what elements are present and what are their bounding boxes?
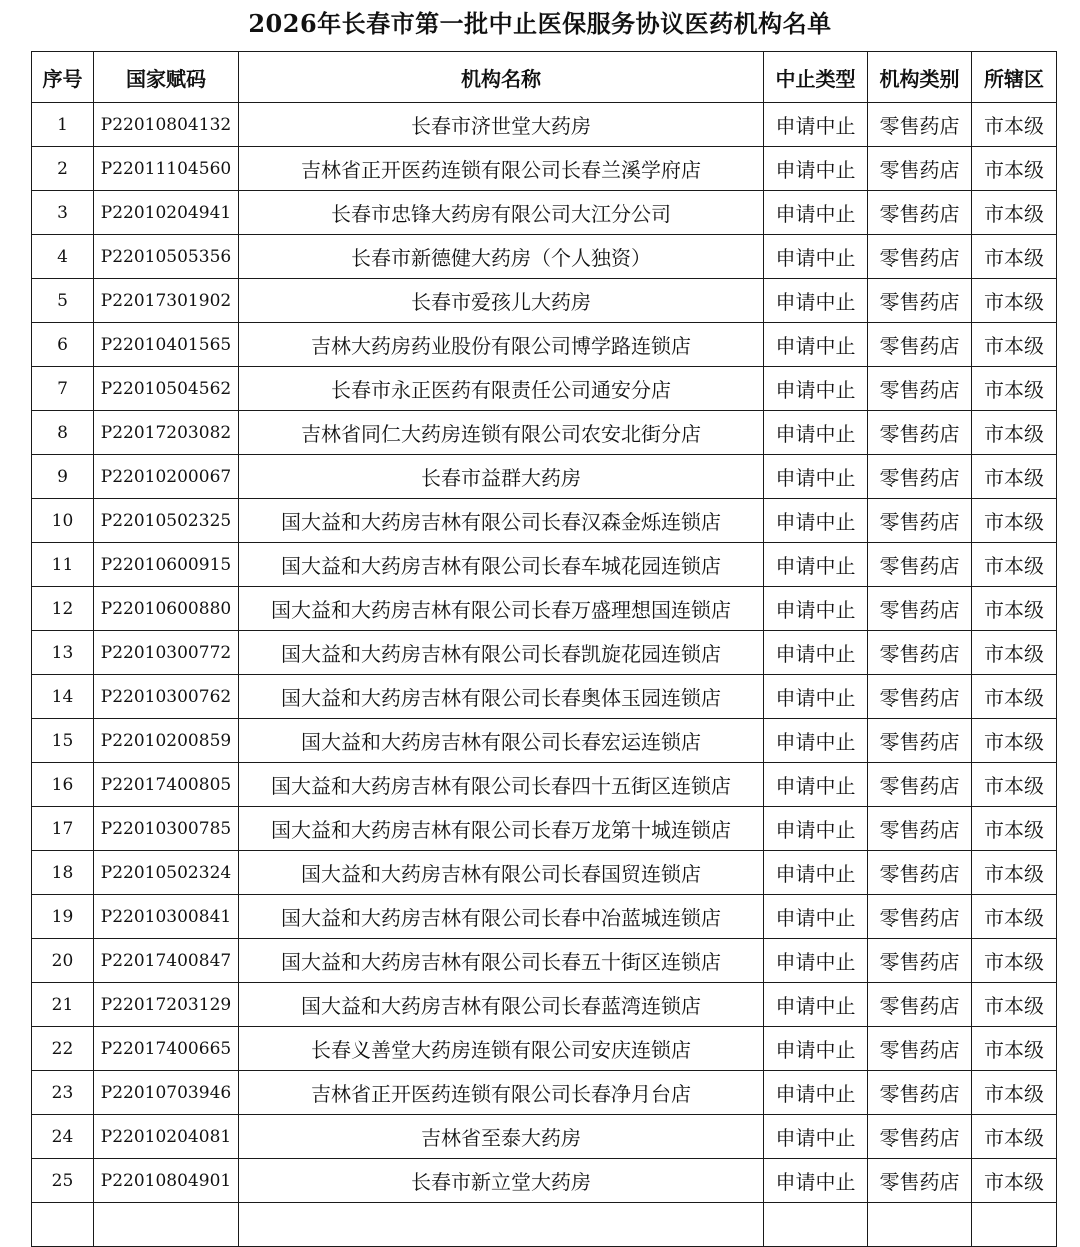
cell-institution-name: 长春市新立堂大药房	[239, 1159, 764, 1203]
cell-district: 市本级	[972, 235, 1057, 279]
cell-institution-category: 零售药店	[868, 719, 972, 763]
table-body	[32, 103, 1057, 1247]
table-row	[32, 1159, 1057, 1203]
cell-index: 1	[32, 103, 94, 147]
cell-index: 4	[32, 235, 94, 279]
cell-institution-name: 长春义善堂大药房连锁有限公司安庆连锁店	[239, 1027, 764, 1071]
table-header-row	[32, 52, 1057, 103]
table-row	[32, 455, 1057, 499]
cell-suspension-type: 申请中止	[764, 851, 868, 895]
cell-national-code: P22010204081	[94, 1115, 239, 1159]
cell-institution-category: 零售药店	[868, 1027, 972, 1071]
cell-institution-name: 国大益和大药房吉林有限公司长春奥体玉园连锁店	[239, 675, 764, 719]
cell-national-code: P22010502324	[94, 851, 239, 895]
table-row	[32, 939, 1057, 983]
cell-institution-category: 零售药店	[868, 323, 972, 367]
cell-index: 6	[32, 323, 94, 367]
cell-institution-name: 国大益和大药房吉林有限公司长春万盛理想国连锁店	[239, 587, 764, 631]
cell-national-code: P22010502325	[94, 499, 239, 543]
table-row	[32, 1071, 1057, 1115]
cell-index: 20	[32, 939, 94, 983]
cell-suspension-type: 申请中止	[764, 807, 868, 851]
cell-institution-category: 零售药店	[868, 631, 972, 675]
cell-institution-name: 国大益和大药房吉林有限公司长春汉森金烁连锁店	[239, 499, 764, 543]
table-row	[32, 675, 1057, 719]
cell-national-code: P22017400805	[94, 763, 239, 807]
cell-national-code: P22010804132	[94, 103, 239, 147]
cell-district: 市本级	[972, 103, 1057, 147]
cell-index: 10	[32, 499, 94, 543]
cell-suspension-type: 申请中止	[764, 587, 868, 631]
cell-national-code: P22010300841	[94, 895, 239, 939]
table-row	[32, 631, 1057, 675]
cell-institution-name: 吉林省同仁大药房连锁有限公司农安北街分店	[239, 411, 764, 455]
cell-suspension-type: 申请中止	[764, 499, 868, 543]
cell-suspension-type: 申请中止	[764, 411, 868, 455]
table-row	[32, 1027, 1057, 1071]
cell-national-code: P22010300785	[94, 807, 239, 851]
table-row	[32, 543, 1057, 587]
cell-index: 17	[32, 807, 94, 851]
cell-institution-name: 吉林省正开医药连锁有限公司长春兰溪学府店	[239, 147, 764, 191]
cell-suspension-type: 申请中止	[764, 1159, 868, 1203]
cell-institution-category: 零售药店	[868, 1115, 972, 1159]
cell-index: 19	[32, 895, 94, 939]
cell-institution-category: 零售药店	[868, 103, 972, 147]
cell-suspension-type: 申请中止	[764, 279, 868, 323]
cell-district: 市本级	[972, 323, 1057, 367]
cell-national-code: P22010200859	[94, 719, 239, 763]
table-row	[32, 367, 1057, 411]
cell-suspension-type: 申请中止	[764, 1027, 868, 1071]
cell-suspension-type: 申请中止	[764, 719, 868, 763]
table-row	[32, 191, 1057, 235]
cell-institution-category: 零售药店	[868, 895, 972, 939]
table-row	[32, 103, 1057, 147]
cell-suspension-type: 申请中止	[764, 455, 868, 499]
cell-institution-name: 国大益和大药房吉林有限公司长春中冶蓝城连锁店	[239, 895, 764, 939]
cell-institution-category: 零售药店	[868, 279, 972, 323]
cell-institution-category: 零售药店	[868, 543, 972, 587]
table-row	[32, 895, 1057, 939]
cell-national-code: P22010600915	[94, 543, 239, 587]
cell-suspension-type: 申请中止	[764, 631, 868, 675]
table-row	[32, 323, 1057, 367]
cell-national-code: P22010703946	[94, 1071, 239, 1115]
cell-district: 市本级	[972, 367, 1057, 411]
cell-national-code: P22010804901	[94, 1159, 239, 1203]
cell-suspension-type: 申请中止	[764, 1071, 868, 1115]
table-row	[32, 763, 1057, 807]
cell-institution-category: 零售药店	[868, 147, 972, 191]
cell-district: 市本级	[972, 763, 1057, 807]
cell-district: 市本级	[972, 499, 1057, 543]
cell-district: 市本级	[972, 851, 1057, 895]
cell-national-code: P22017203082	[94, 411, 239, 455]
cell-institution-category: 零售药店	[868, 1071, 972, 1115]
cell-national-code: P22017203129	[94, 983, 239, 1027]
cell-district: 市本级	[972, 1159, 1057, 1203]
cell-institution-name: 国大益和大药房吉林有限公司长春车城花园连锁店	[239, 543, 764, 587]
cell-institution-category: 零售药店	[868, 367, 972, 411]
cell-index: 21	[32, 983, 94, 1027]
cell-district: 市本级	[972, 983, 1057, 1027]
column-header-institution-name: 机构名称	[239, 52, 764, 103]
cell-institution-category: 零售药店	[868, 939, 972, 983]
cell-national-code: P22017400847	[94, 939, 239, 983]
cell-district: 市本级	[972, 1027, 1057, 1071]
table-row	[32, 1115, 1057, 1159]
cell-district: 市本级	[972, 147, 1057, 191]
cell-index: 25	[32, 1159, 94, 1203]
cell-district: 市本级	[972, 587, 1057, 631]
cell-index: 13	[32, 631, 94, 675]
cell-index: 9	[32, 455, 94, 499]
cell-suspension-type: 申请中止	[764, 367, 868, 411]
cell-index: 23	[32, 1071, 94, 1115]
cell-institution-category: 零售药店	[868, 763, 972, 807]
cell-suspension-type: 申请中止	[764, 1115, 868, 1159]
cell-institution-category: 零售药店	[868, 1159, 972, 1203]
cell-institution-name: 吉林省至泰大药房	[239, 1115, 764, 1159]
cell-district: 市本级	[972, 1115, 1057, 1159]
cell-index: 5	[32, 279, 94, 323]
table-row	[32, 147, 1057, 191]
page-title: 2026年长春市第一批中止医保服务协议医药机构名单	[248, 9, 832, 38]
cell-district: 市本级	[972, 807, 1057, 851]
cell-national-code: P22011104560	[94, 147, 239, 191]
column-header-national-code: 国家赋码	[94, 52, 239, 103]
cell-suspension-type: 申请中止	[764, 543, 868, 587]
column-header-suspension-type: 中止类型	[764, 52, 868, 103]
cell-district: 市本级	[972, 191, 1057, 235]
cell-institution-name: 国大益和大药房吉林有限公司长春四十五街区连锁店	[239, 763, 764, 807]
cell-institution-name: 吉林省正开医药连锁有限公司长春净月台店	[239, 1071, 764, 1115]
cell-district: 市本级	[972, 939, 1057, 983]
cell-institution-category: 零售药店	[868, 851, 972, 895]
cell-institution-name: 国大益和大药房吉林有限公司长春宏运连锁店	[239, 719, 764, 763]
cell-institution-category: 零售药店	[868, 675, 972, 719]
cell-suspension-type: 申请中止	[764, 939, 868, 983]
cell-index: 16	[32, 763, 94, 807]
table-row	[32, 411, 1057, 455]
column-header-district: 所辖区	[972, 52, 1057, 103]
cell-district: 市本级	[972, 675, 1057, 719]
cell-institution-name: 国大益和大药房吉林有限公司长春国贸连锁店	[239, 851, 764, 895]
cell-suspension-type: 申请中止	[764, 103, 868, 147]
cell-institution-name: 长春市益群大药房	[239, 455, 764, 499]
cell-institution-category: 零售药店	[868, 455, 972, 499]
cell-institution-category: 零售药店	[868, 499, 972, 543]
cell-index: 7	[32, 367, 94, 411]
cell-national-code: P22010204941	[94, 191, 239, 235]
table-row	[32, 719, 1057, 763]
cell-suspension-type: 申请中止	[764, 763, 868, 807]
cell-institution-category: 零售药店	[868, 807, 972, 851]
cell-district: 市本级	[972, 1071, 1057, 1115]
cell-institution-name: 长春市新德健大药房（个人独资）	[239, 235, 764, 279]
table-row	[32, 279, 1057, 323]
table-row	[32, 587, 1057, 631]
cell-index: 2	[32, 147, 94, 191]
cell-national-code: P22010200067	[94, 455, 239, 499]
cell-institution-category: 零售药店	[868, 587, 972, 631]
cell-index: 14	[32, 675, 94, 719]
cell-index: 11	[32, 543, 94, 587]
cell-suspension-type: 申请中止	[764, 675, 868, 719]
cell-suspension-type: 申请中止	[764, 191, 868, 235]
cell-suspension-type: 申请中止	[764, 895, 868, 939]
table-row	[32, 851, 1057, 895]
table-row	[32, 235, 1057, 279]
cell-national-code: P22010401565	[94, 323, 239, 367]
cell-institution-category: 零售药店	[868, 191, 972, 235]
cell-index: 24	[32, 1115, 94, 1159]
cell-institution-name: 长春市爱孩儿大药房	[239, 279, 764, 323]
cell-district: 市本级	[972, 543, 1057, 587]
table-row	[32, 807, 1057, 851]
cell-institution-category: 零售药店	[868, 235, 972, 279]
cell-institution-name: 长春市济世堂大药房	[239, 103, 764, 147]
institution-table	[31, 51, 1057, 1247]
cell-institution-name: 国大益和大药房吉林有限公司长春万龙第十城连锁店	[239, 807, 764, 851]
cell-index: 22	[32, 1027, 94, 1071]
column-header-index: 序号	[32, 52, 94, 103]
table-row	[32, 499, 1057, 543]
cell-institution-name: 长春市永正医药有限责任公司通安分店	[239, 367, 764, 411]
cell-district: 市本级	[972, 411, 1057, 455]
cell-district: 市本级	[972, 719, 1057, 763]
cell-index: 12	[32, 587, 94, 631]
cell-national-code: P22017400665	[94, 1027, 239, 1071]
cell-index: 15	[32, 719, 94, 763]
cell-district: 市本级	[972, 631, 1057, 675]
cell-national-code: P22010600880	[94, 587, 239, 631]
cell-suspension-type: 申请中止	[764, 323, 868, 367]
cell-suspension-type: 申请中止	[764, 983, 868, 1027]
cell-institution-category: 零售药店	[868, 983, 972, 1027]
cell-district: 市本级	[972, 279, 1057, 323]
cell-institution-name: 长春市忠锋大药房有限公司大江分公司	[239, 191, 764, 235]
cell-institution-category: 零售药店	[868, 411, 972, 455]
table-row	[32, 983, 1057, 1027]
cell-national-code: P22017301902	[94, 279, 239, 323]
cell-institution-name: 国大益和大药房吉林有限公司长春凯旋花园连锁店	[239, 631, 764, 675]
column-header-institution-category: 机构类别	[868, 52, 972, 103]
cell-suspension-type: 申请中止	[764, 235, 868, 279]
cell-national-code: P22010300772	[94, 631, 239, 675]
cell-district: 市本级	[972, 455, 1057, 499]
cell-institution-name: 吉林大药房药业股份有限公司博学路连锁店	[239, 323, 764, 367]
cell-institution-name: 国大益和大药房吉林有限公司长春蓝湾连锁店	[239, 983, 764, 1027]
cell-national-code: P22010505356	[94, 235, 239, 279]
cell-suspension-type: 申请中止	[764, 147, 868, 191]
cell-national-code: P22010504562	[94, 367, 239, 411]
cell-index: 18	[32, 851, 94, 895]
cell-index: 3	[32, 191, 94, 235]
cell-institution-name: 国大益和大药房吉林有限公司长春五十街区连锁店	[239, 939, 764, 983]
cell-national-code: P22010300762	[94, 675, 239, 719]
cell-index: 8	[32, 411, 94, 455]
cell-district: 市本级	[972, 895, 1057, 939]
